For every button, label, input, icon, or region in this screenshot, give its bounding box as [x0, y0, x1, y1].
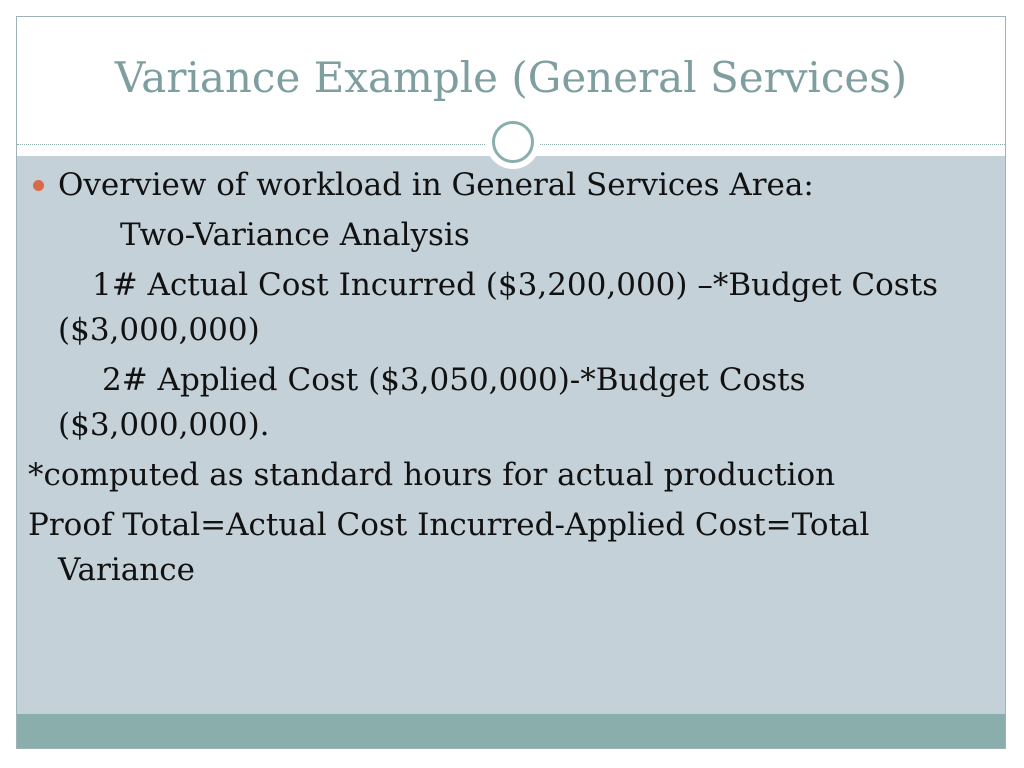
- bullet-item: [28, 163, 948, 208]
- bullet-icon: [33, 180, 44, 191]
- variance-item-1: 1# Actual Cost Incurred ($3,200,000) –*Budget Costs ($3,000,000): [58, 267, 939, 348]
- slide-title: Variance Example (General Services): [114, 53, 908, 102]
- ring-icon: [492, 121, 534, 163]
- footer-bar: [17, 714, 1005, 748]
- circle-ornament-icon: [486, 115, 540, 169]
- bullet-text: Overview of workload in General Services Area:: [58, 167, 814, 203]
- variance-item-2: 2# Applied Cost ($3,050,000)-*Budget Costs ($3,000,000).: [58, 362, 806, 443]
- proof-text: Proof Total=Actual Cost Incurred-Applied Cost=Total Variance: [28, 507, 870, 588]
- slide-body: [28, 163, 948, 593]
- subheading: Two-Variance Analysis: [120, 217, 470, 253]
- footnote-text: *computed as standard hours for actual production: [28, 457, 836, 493]
